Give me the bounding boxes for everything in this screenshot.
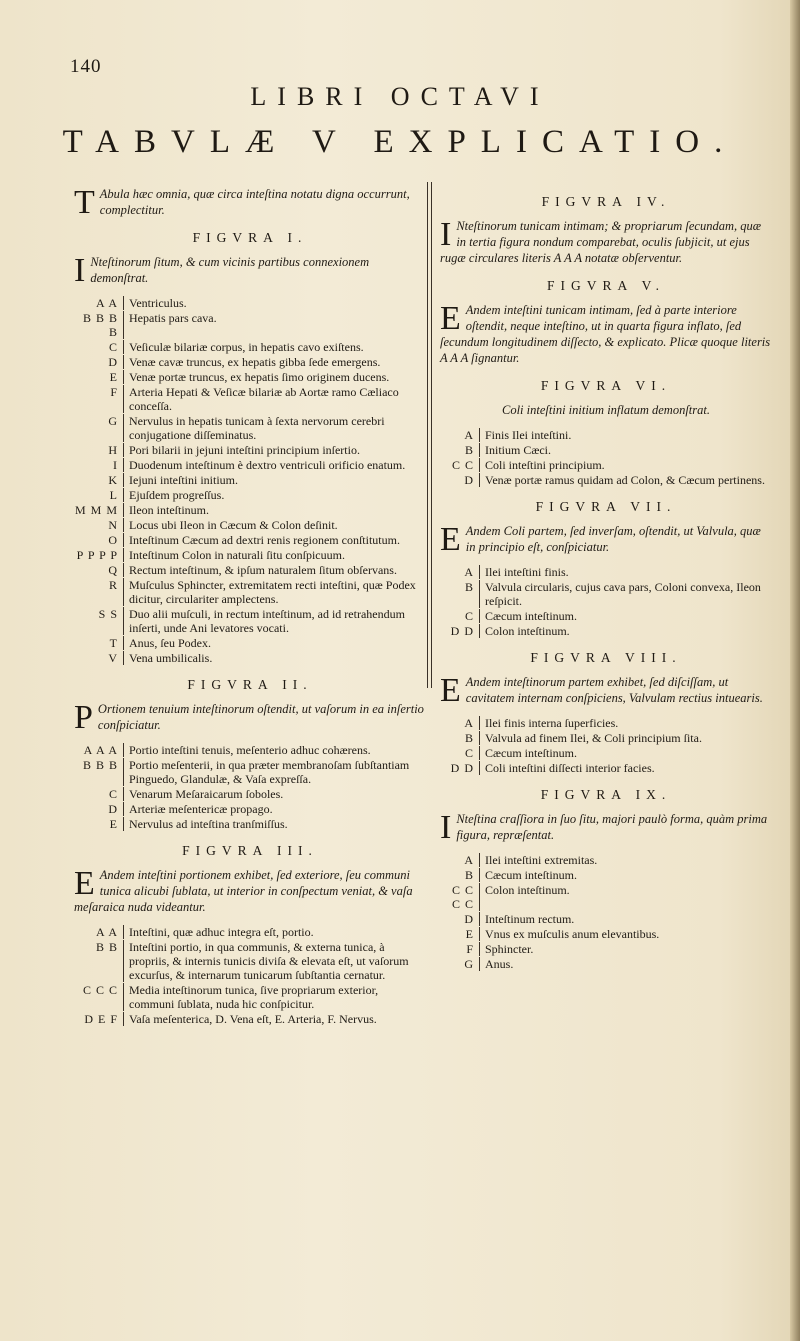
legend-text: Venarum Meſaraicarum ſoboles. [123,787,426,801]
figure-title: FIGVRA I. [192,230,308,245]
legend-text: Nervulus in hepatis tunicam à ſexta nervorum cerebri conjugatione diſſeminatus. [123,414,426,442]
legend-row [74,925,426,939]
legend-row [74,533,426,547]
legend-letter: A A [95,296,118,310]
page-number: 140 [70,56,102,77]
legend-text: Duodenum inteſtinum è dextro ventriculi orificio enatum. [123,458,426,472]
legend-row [74,311,426,339]
legend-text: Ejuſdem progreſſus. [123,488,426,502]
figure-title: FIGVRA III. [182,843,318,858]
legend-letter: D [464,473,474,487]
legend-row [74,607,426,635]
legend-text: Rectum inteſtinum, & ipſum naturalem ſitum obſervans. [123,563,426,577]
legend-letter: D [464,912,474,926]
legend-row [440,746,772,760]
legend-row [74,518,426,532]
legend-text: Pori bilarii in jejuni inteſtini principium inſertio. [123,443,426,457]
legend-letter: E [109,370,118,384]
legend-text: Inteſtini portio, in qua communis, & externa tunica, à propriis, & internis tunicis diviſa & elevata eſt, ut vaſorum excurſus, & internarum tunicarum ſubſtantia cernatur. [123,940,426,982]
legend-letter: Q [108,563,118,577]
figure-section [440,278,772,366]
legend-row [74,563,426,577]
legend-row [74,983,426,1011]
legend-text: Nervulus ad inteſtina tranſmiſſus. [123,817,426,831]
heading-table-title: TABVLÆ V EXPLICATIO. [62,124,738,160]
legend-row [440,716,772,730]
legend-row [440,883,772,911]
figure-title: FIGVRA VIII. [530,650,682,665]
legend-text: Cæcum inteſtinum. [479,746,772,760]
legend-row [440,927,772,941]
legend-text: Muſculus Sphincter, extremitatem recti inteſtini, quæ Podex dicitur, circulariter amplectens. [123,578,426,606]
legend-letter: C [108,787,118,801]
legend-letter: E [109,817,118,831]
figure-title: FIGVRA V. [546,278,666,293]
legend-text: Cæcum inteſtinum. [479,609,772,623]
left-figures [74,230,426,1026]
legend-letter: M M M [74,503,118,517]
legend-text: Inteſtini, quæ adhuc integra eſt, portio. [123,925,426,939]
legend-letter: D D [450,624,474,638]
legend-letter: E [465,927,474,941]
legend-text: Finis Ilei inteſtini. [479,428,772,442]
legend-text: Ilei finis interna ſuperficies. [479,716,772,730]
legend-letter: D D [450,761,474,775]
legend-row [74,458,426,472]
figure-intro [440,672,772,709]
legend-row [440,942,772,956]
legend-row [74,1012,426,1026]
legend-text: Arteriæ meſentericæ propago. [123,802,426,816]
heading-book-title: LIBRI OCTAVI [250,82,550,111]
legend-text: Colon inteſtinum. [479,883,772,911]
legend-row [74,443,426,457]
legend-text: Ilei inteſtini extremitas. [479,853,772,867]
legend-letter: B B B [82,758,118,772]
legend-row [440,912,772,926]
intro-text: Nteſtinorum ſitum, & cum vicinis partibus connexionem demonſtrat. [90,255,370,285]
legend-row [74,385,426,413]
intro-text: Andem inteſtinorum partem exhibet, ſed diſciſſam, ut cavitatem internam conſpiciens, Valvulam rectius intuearis. [465,675,763,705]
legend-text: Duo alii muſculi, in rectum inteſtinum, ad id retrahendum inſerti, unde Ani levatores vocati. [123,607,426,635]
drop-cap: P [74,699,93,736]
legend-letter: B B [95,940,118,954]
legend-letter: B [464,580,474,594]
legend-row [74,296,426,310]
figure-section [440,787,772,971]
figure-intro [74,699,426,736]
legend-row [440,853,772,867]
drop-cap: I [440,809,452,846]
legend-text: Valvula ad finem Ilei, & Coli principium ſita. [479,731,772,745]
legend-text: Vena umbilicalis. [123,651,426,665]
legend-text: Coli inteſtini principium. [479,458,772,472]
intro-text: Nteſtina craſſiora in ſuo ſitu, majori paulò forma, quàm prima figura, repræſentat. [456,812,768,842]
legend-text: Vaſa meſenterica, D. Vena eſt, E. Arteria, F. Nervus. [123,1012,426,1026]
figure-intro [440,809,772,846]
legend-text: Media inteſtinorum tunica, ſive propriarum exterior, communi ſublata, nuda hic conſpicitur. [123,983,426,1011]
legend-letter: L [109,488,118,502]
legend-row [74,636,426,650]
figure-section [74,677,426,831]
figure-intro [440,521,772,558]
legend-text: Arteria Hepati & Veſicæ bilariæ ab Aortæ ramo Cæliaco conceſſa. [123,385,426,413]
column-divider-left [427,182,428,688]
legend-row [440,731,772,745]
intro-text: Nteſtinorum tunicam intimam; & propriarum ſecundam, quæ in tertia figura nondum comparebat, oculis ſubjicit, ut ejus rugæ circulares literis A A A notatæ obſerventur. [440,219,762,265]
legend-letter: R [108,578,118,592]
legend-text: Vnus ex muſculis anum elevantibus. [479,927,772,941]
legend-letter: A [464,565,474,579]
right-column [440,182,772,972]
legend-letter: H [108,443,118,457]
intro-text: Andem inteſtini portionem exhibet, ſed exteriore, ſeu communi tunica alicubi ſublata, ut interior in conſpectum veniat, & vaſa meſaraica nuda videantur. [74,868,413,914]
figure-intro [74,867,426,915]
legend-row [74,488,426,502]
legend-letter: N [108,518,118,532]
legend-text: Initium Cæci. [479,443,772,457]
legend-text: Coli inteſtini diſſecti interior facies. [479,761,772,775]
legend-text: Anus, ſeu Podex. [123,636,426,650]
intro-text: Andem inteſtini tunicam intimam, ſed à parte interiore oſtendit, neque inteſtino, ut in quarta figura inflato, ſed ſecundum longitudinem diſſecto, & explicato. Plicæ quoque literis A A A ſignantur. [440,303,771,365]
legend-row [74,503,426,517]
legend-text: Venæ portæ truncus, ex hepatis ſimo originem ducens. [123,370,426,384]
legend-letter: B [464,731,474,745]
legend-row [74,578,426,606]
legend-text: Colon inteſtinum. [479,624,772,638]
figure-intro [440,218,772,266]
legend-letter: D [108,355,118,369]
legend-letter: C C [451,458,474,472]
column-divider-right [431,182,432,688]
legend-row [74,548,426,562]
legend-letter: D [108,802,118,816]
legend-row [74,340,426,354]
drop-cap: E [440,300,461,337]
drop-cap: E [74,865,95,902]
figure-title: FIGVRA II. [187,677,313,692]
intro-text: Abula hæc omnia, quæ circa inteſtina notatu digna occurrunt, complectitur. [99,187,410,217]
intro-text: Andem Coli partem, ſed inverſam, oſtendit, ut Valvula, quæ in principio eſt, conſpiciatur. [465,524,761,554]
legend-text: Portio meſenterii, in qua præter membranoſam ſubſtantiam Pinguedo, Glandulæ, & Vaſa expreſſa. [123,758,426,786]
legend-letter: I [113,458,118,472]
legend-text: Ileon inteſtinum. [123,503,426,517]
figure-title: FIGVRA VI. [540,378,672,393]
legend-letter: B [464,868,474,882]
legend-letter: C C C C [451,883,474,911]
drop-cap: E [440,521,461,558]
legend-text: Anus. [479,957,772,971]
page-spine-shadow [790,0,800,1341]
drop-cap: I [440,216,452,253]
legend-row [74,758,426,786]
figure-intro [440,402,772,418]
legend-row [74,817,426,831]
figure-section [440,194,772,266]
legend-text: Iejuni inteſtini initium. [123,473,426,487]
legend-row [440,868,772,882]
legend-text: Veſiculæ bilariæ corpus, in hepatis cavo exiſtens. [123,340,426,354]
legend-row [74,651,426,665]
drop-cap: E [440,672,461,709]
legend-letter: S S [98,607,118,621]
legend-letter: F [110,385,118,399]
legend-row [440,458,772,472]
legend-text: Venæ portæ ramus quidam ad Colon, & Cæcum pertinens. [479,473,772,487]
legend-text: Inteſtinum Colon in naturali ſitu conſpicuum. [123,548,426,562]
legend-letter: G [464,957,474,971]
legend-letter: F [466,942,474,956]
drop-cap: I [74,252,86,289]
legend-row [440,957,772,971]
legend-row [440,443,772,457]
legend-letter: A A A [83,743,118,757]
legend-letter: C C C [82,983,118,997]
legend-text: Portio inteſtini tenuis, meſenterio adhuc cohærens. [123,743,426,757]
legend-row [74,414,426,442]
legend-letter: A [464,853,474,867]
intro-text: Coli inteſtini initium inflatum demonſtrat. [502,403,710,417]
legend-letter: A [464,716,474,730]
figure-title: FIGVRA IV. [541,194,671,209]
legend-text: Sphincter. [479,942,772,956]
legend-letter: C [108,340,118,354]
legend-text: Locus ubi Ileon in Cæcum & Colon deſinit. [123,518,426,532]
legend-letter: A [464,428,474,442]
figure-section [440,378,772,487]
legend-letter: T [109,636,118,650]
legend-letter: C [464,609,474,623]
legend-row [440,624,772,638]
figure-section [440,650,772,775]
legend-letter: B [464,443,474,457]
legend-text: Inteſtinum Cæcum ad dextri renis regionem conſtitutum. [123,533,426,547]
legend-text: Inteſtinum rectum. [479,912,772,926]
legend-text: Cæcum inteſtinum. [479,868,772,882]
figure-section [440,499,772,638]
legend-row [440,761,772,775]
legend-letter: C [464,746,474,760]
legend-row [440,609,772,623]
legend-letter: A A [95,925,118,939]
legend-letter: G [108,414,118,428]
intro-text: Ortionem tenuium inteſtinorum oſtendit, ut vaſorum in ea inſertio conſpiciatur. [97,702,424,732]
legend-row [74,370,426,384]
legend-row [74,743,426,757]
legend-row [440,473,772,487]
legend-letter: D E F [84,1012,118,1026]
figure-section [74,843,426,1026]
legend-text: Venæ cavæ truncus, ex hepatis gibba ſede emergens. [123,355,426,369]
legend-row [74,802,426,816]
legend-text: Ventriculus. [123,296,426,310]
legend-letter: O [108,533,118,547]
legend-row [440,580,772,608]
left-column-intro [74,184,426,221]
legend-text: Hepatis pars cava. [123,311,426,339]
right-figures [440,194,772,971]
figure-title: FIGVRA IX. [540,787,672,802]
figure-title: FIGVRA VII. [535,499,677,514]
legend-letter: P P P P [76,548,118,562]
legend-row [440,565,772,579]
legend-text: Valvula circularis, cujus cava pars, Coloni convexa, Ileon reſpicit. [479,580,772,608]
left-column [74,182,426,1027]
legend-row [74,940,426,982]
legend-row [74,355,426,369]
legend-row [440,428,772,442]
legend-row [74,473,426,487]
legend-text: Ilei inteſtini finis. [479,565,772,579]
legend-letter: V [108,651,118,665]
figure-intro [440,302,772,366]
legend-row [74,787,426,801]
drop-cap: T [74,184,95,221]
figure-section [74,230,426,665]
legend-letter: K [108,473,118,487]
figure-intro [74,252,426,289]
legend-letter: B B B B [82,311,118,339]
